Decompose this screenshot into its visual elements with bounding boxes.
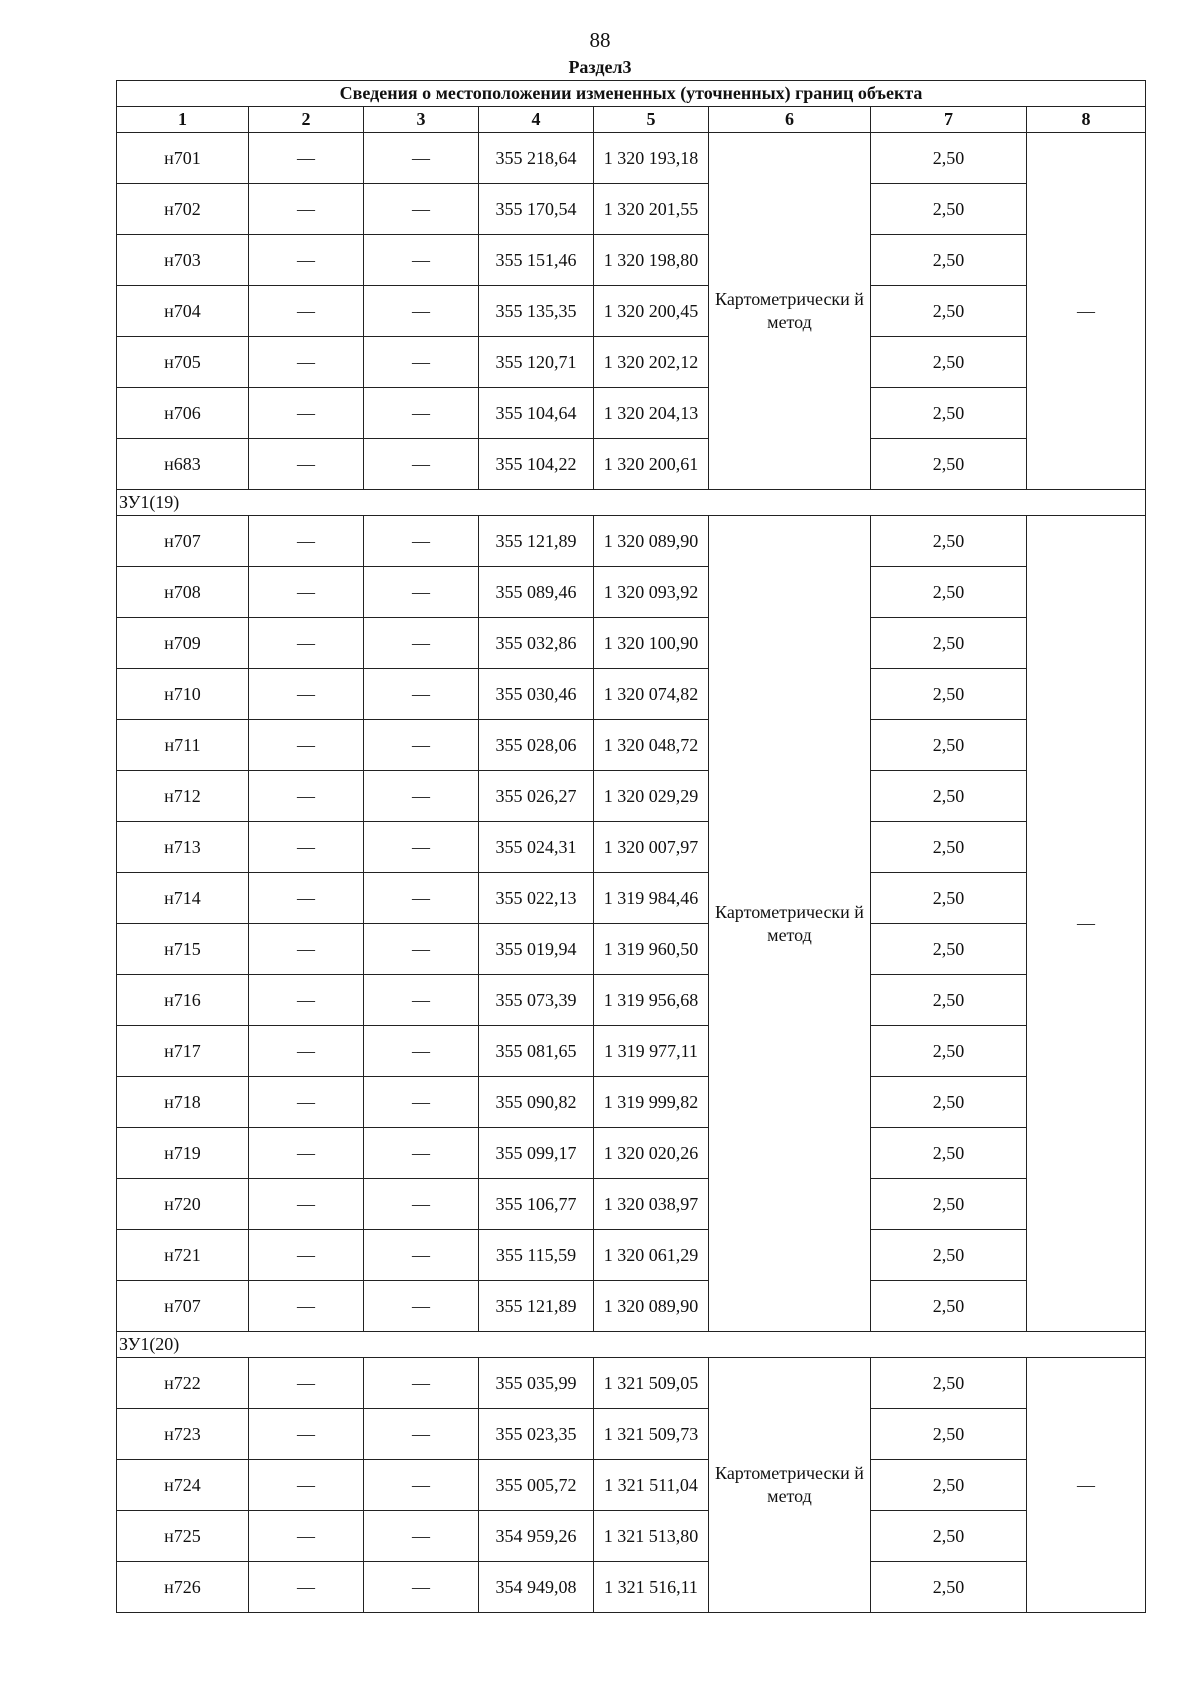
col2-cell: — xyxy=(249,1230,364,1281)
accuracy-cell: 2,50 xyxy=(871,1026,1027,1077)
x-coordinate-cell: 355 151,46 xyxy=(479,235,594,286)
col3-cell: — xyxy=(364,975,479,1026)
table-row xyxy=(117,1409,1146,1460)
group-row xyxy=(117,490,1146,516)
point-name-cell: н683 xyxy=(117,439,249,490)
column-number-row xyxy=(117,107,1146,133)
table-row xyxy=(117,1511,1146,1562)
table-row xyxy=(117,286,1146,337)
col3-cell: — xyxy=(364,618,479,669)
col3-cell: — xyxy=(364,388,479,439)
col3-cell: — xyxy=(364,873,479,924)
x-coordinate-cell: 355 090,82 xyxy=(479,1077,594,1128)
y-coordinate-cell: 1 319 984,46 xyxy=(594,873,709,924)
column-number-2: 2 xyxy=(249,107,364,133)
table-row xyxy=(117,133,1146,184)
x-coordinate-cell: 355 099,17 xyxy=(479,1128,594,1179)
point-name-cell: н712 xyxy=(117,771,249,822)
group-label: ЗУ1(20) xyxy=(117,1332,1146,1358)
y-coordinate-cell: 1 320 089,90 xyxy=(594,1281,709,1332)
table-row xyxy=(117,618,1146,669)
table-row xyxy=(117,669,1146,720)
x-coordinate-cell: 354 959,26 xyxy=(479,1511,594,1562)
y-coordinate-cell: 1 320 020,26 xyxy=(594,1128,709,1179)
accuracy-cell: 2,50 xyxy=(871,1358,1027,1409)
col8-cell: — xyxy=(1027,1358,1146,1613)
y-coordinate-cell: 1 320 093,92 xyxy=(594,567,709,618)
accuracy-cell: 2,50 xyxy=(871,873,1027,924)
accuracy-cell: 2,50 xyxy=(871,439,1027,490)
y-coordinate-cell: 1 320 089,90 xyxy=(594,516,709,567)
accuracy-cell: 2,50 xyxy=(871,1562,1027,1613)
x-coordinate-cell: 355 115,59 xyxy=(479,1230,594,1281)
col2-cell: — xyxy=(249,286,364,337)
column-number-6: 6 xyxy=(709,107,871,133)
x-coordinate-cell: 355 104,64 xyxy=(479,388,594,439)
col3-cell: — xyxy=(364,1562,479,1613)
table-row xyxy=(117,771,1146,822)
x-coordinate-cell: 355 023,35 xyxy=(479,1409,594,1460)
col2-cell: — xyxy=(249,184,364,235)
x-coordinate-cell: 355 120,71 xyxy=(479,337,594,388)
col3-cell: — xyxy=(364,133,479,184)
section-title: Раздел3 xyxy=(568,57,632,77)
col2-cell: — xyxy=(249,669,364,720)
accuracy-cell: 2,50 xyxy=(871,567,1027,618)
table-row xyxy=(117,1128,1146,1179)
y-coordinate-cell: 1 320 198,80 xyxy=(594,235,709,286)
x-coordinate-cell: 355 035,99 xyxy=(479,1358,594,1409)
column-number-3: 3 xyxy=(364,107,479,133)
point-name-cell: н717 xyxy=(117,1026,249,1077)
accuracy-cell: 2,50 xyxy=(871,618,1027,669)
table-row xyxy=(117,516,1146,567)
point-name-cell: н724 xyxy=(117,1460,249,1511)
col2-cell: — xyxy=(249,1511,364,1562)
x-coordinate-cell: 355 005,72 xyxy=(479,1460,594,1511)
column-number-4: 4 xyxy=(479,107,594,133)
table-row xyxy=(117,1077,1146,1128)
y-coordinate-cell: 1 320 201,55 xyxy=(594,184,709,235)
y-coordinate-cell: 1 320 193,18 xyxy=(594,133,709,184)
y-coordinate-cell: 1 320 038,97 xyxy=(594,1179,709,1230)
table-row xyxy=(117,567,1146,618)
col2-cell: — xyxy=(249,771,364,822)
y-coordinate-cell: 1 320 202,12 xyxy=(594,337,709,388)
table-row xyxy=(117,822,1146,873)
accuracy-cell: 2,50 xyxy=(871,771,1027,822)
column-number-1: 1 xyxy=(117,107,249,133)
point-name-cell: н714 xyxy=(117,873,249,924)
accuracy-cell: 2,50 xyxy=(871,1230,1027,1281)
point-name-cell: н723 xyxy=(117,1409,249,1460)
accuracy-cell: 2,50 xyxy=(871,822,1027,873)
point-name-cell: н716 xyxy=(117,975,249,1026)
table-caption: Сведения о местоположении измененных (уточненных) границ объекта xyxy=(117,81,1146,107)
col2-cell: — xyxy=(249,1460,364,1511)
x-coordinate-cell: 355 089,46 xyxy=(479,567,594,618)
x-coordinate-cell: 355 170,54 xyxy=(479,184,594,235)
x-coordinate-cell: 355 028,06 xyxy=(479,720,594,771)
point-name-cell: н725 xyxy=(117,1511,249,1562)
table-row xyxy=(117,1026,1146,1077)
y-coordinate-cell: 1 319 977,11 xyxy=(594,1026,709,1077)
point-name-cell: н722 xyxy=(117,1358,249,1409)
accuracy-cell: 2,50 xyxy=(871,388,1027,439)
point-name-cell: н704 xyxy=(117,286,249,337)
col2-cell: — xyxy=(249,439,364,490)
col3-cell: — xyxy=(364,1128,479,1179)
y-coordinate-cell: 1 320 007,97 xyxy=(594,822,709,873)
group-label: ЗУ1(19) xyxy=(117,490,1146,516)
y-coordinate-cell: 1 320 074,82 xyxy=(594,669,709,720)
x-coordinate-cell: 355 121,89 xyxy=(479,1281,594,1332)
col8-cell: — xyxy=(1027,516,1146,1332)
table-row xyxy=(117,1562,1146,1613)
table-row xyxy=(117,1460,1146,1511)
x-coordinate-cell: 354 949,08 xyxy=(479,1562,594,1613)
y-coordinate-cell: 1 320 200,45 xyxy=(594,286,709,337)
y-coordinate-cell: 1 320 029,29 xyxy=(594,771,709,822)
accuracy-cell: 2,50 xyxy=(871,133,1027,184)
group-row xyxy=(117,1332,1146,1358)
accuracy-cell: 2,50 xyxy=(871,975,1027,1026)
point-name-cell: н710 xyxy=(117,669,249,720)
x-coordinate-cell: 355 218,64 xyxy=(479,133,594,184)
accuracy-cell: 2,50 xyxy=(871,669,1027,720)
point-name-cell: н719 xyxy=(117,1128,249,1179)
col3-cell: — xyxy=(364,337,479,388)
point-name-cell: н706 xyxy=(117,388,249,439)
col2-cell: — xyxy=(249,1562,364,1613)
column-number-7: 7 xyxy=(871,107,1027,133)
y-coordinate-cell: 1 321 509,73 xyxy=(594,1409,709,1460)
point-name-cell: н711 xyxy=(117,720,249,771)
coordinates-table xyxy=(116,80,1146,1613)
col3-cell: — xyxy=(364,1460,479,1511)
x-coordinate-cell: 355 121,89 xyxy=(479,516,594,567)
y-coordinate-cell: 1 319 960,50 xyxy=(594,924,709,975)
col2-cell: — xyxy=(249,720,364,771)
y-coordinate-cell: 1 319 999,82 xyxy=(594,1077,709,1128)
y-coordinate-cell: 1 320 100,90 xyxy=(594,618,709,669)
x-coordinate-cell: 355 106,77 xyxy=(479,1179,594,1230)
col2-cell: — xyxy=(249,567,364,618)
col2-cell: — xyxy=(249,924,364,975)
col3-cell: — xyxy=(364,1281,479,1332)
x-coordinate-cell: 355 022,13 xyxy=(479,873,594,924)
col2-cell: — xyxy=(249,388,364,439)
x-coordinate-cell: 355 032,86 xyxy=(479,618,594,669)
point-name-cell: н721 xyxy=(117,1230,249,1281)
column-number-5: 5 xyxy=(594,107,709,133)
table-row xyxy=(117,924,1146,975)
col3-cell: — xyxy=(364,1358,479,1409)
x-coordinate-cell: 355 073,39 xyxy=(479,975,594,1026)
col2-cell: — xyxy=(249,1077,364,1128)
table-row xyxy=(117,873,1146,924)
x-coordinate-cell: 355 026,27 xyxy=(479,771,594,822)
col3-cell: — xyxy=(364,439,479,490)
table-row xyxy=(117,1179,1146,1230)
col2-cell: — xyxy=(249,133,364,184)
x-coordinate-cell: 355 030,46 xyxy=(479,669,594,720)
point-name-cell: н703 xyxy=(117,235,249,286)
accuracy-cell: 2,50 xyxy=(871,1179,1027,1230)
col2-cell: — xyxy=(249,337,364,388)
point-name-cell: н707 xyxy=(117,1281,249,1332)
y-coordinate-cell: 1 320 048,72 xyxy=(594,720,709,771)
col3-cell: — xyxy=(364,1026,479,1077)
method-cell: Картометрически й метод xyxy=(709,1358,871,1613)
col2-cell: — xyxy=(249,1179,364,1230)
accuracy-cell: 2,50 xyxy=(871,720,1027,771)
col3-cell: — xyxy=(364,771,479,822)
col2-cell: — xyxy=(249,1026,364,1077)
point-name-cell: н701 xyxy=(117,133,249,184)
accuracy-cell: 2,50 xyxy=(871,924,1027,975)
accuracy-cell: 2,50 xyxy=(871,286,1027,337)
col3-cell: — xyxy=(364,822,479,873)
accuracy-cell: 2,50 xyxy=(871,184,1027,235)
y-coordinate-cell: 1 320 061,29 xyxy=(594,1230,709,1281)
col3-cell: — xyxy=(364,567,479,618)
point-name-cell: н708 xyxy=(117,567,249,618)
accuracy-cell: 2,50 xyxy=(871,1077,1027,1128)
col2-cell: — xyxy=(249,975,364,1026)
method-cell: Картометрически й метод xyxy=(709,133,871,490)
table-row xyxy=(117,1281,1146,1332)
column-number-8: 8 xyxy=(1027,107,1146,133)
col2-cell: — xyxy=(249,516,364,567)
table-row xyxy=(117,388,1146,439)
col2-cell: — xyxy=(249,1128,364,1179)
table-row xyxy=(117,720,1146,771)
accuracy-cell: 2,50 xyxy=(871,1281,1027,1332)
y-coordinate-cell: 1 321 513,80 xyxy=(594,1511,709,1562)
col3-cell: — xyxy=(364,1511,479,1562)
accuracy-cell: 2,50 xyxy=(871,1460,1027,1511)
y-coordinate-cell: 1 320 200,61 xyxy=(594,439,709,490)
table-row xyxy=(117,439,1146,490)
col8-cell: — xyxy=(1027,133,1146,490)
col2-cell: — xyxy=(249,618,364,669)
point-name-cell: н713 xyxy=(117,822,249,873)
col3-cell: — xyxy=(364,286,479,337)
table-row xyxy=(117,235,1146,286)
x-coordinate-cell: 355 024,31 xyxy=(479,822,594,873)
point-name-cell: н726 xyxy=(117,1562,249,1613)
col3-cell: — xyxy=(364,1409,479,1460)
col3-cell: — xyxy=(364,1179,479,1230)
accuracy-cell: 2,50 xyxy=(871,1128,1027,1179)
col3-cell: — xyxy=(364,924,479,975)
point-name-cell: н705 xyxy=(117,337,249,388)
y-coordinate-cell: 1 319 956,68 xyxy=(594,975,709,1026)
y-coordinate-cell: 1 321 509,05 xyxy=(594,1358,709,1409)
y-coordinate-cell: 1 320 204,13 xyxy=(594,388,709,439)
point-name-cell: н707 xyxy=(117,516,249,567)
point-name-cell: н720 xyxy=(117,1179,249,1230)
table-row xyxy=(117,975,1146,1026)
col3-cell: — xyxy=(364,1077,479,1128)
col3-cell: — xyxy=(364,669,479,720)
accuracy-cell: 2,50 xyxy=(871,235,1027,286)
accuracy-cell: 2,50 xyxy=(871,337,1027,388)
point-name-cell: н709 xyxy=(117,618,249,669)
x-coordinate-cell: 355 104,22 xyxy=(479,439,594,490)
y-coordinate-cell: 1 321 511,04 xyxy=(594,1460,709,1511)
y-coordinate-cell: 1 321 516,11 xyxy=(594,1562,709,1613)
accuracy-cell: 2,50 xyxy=(871,1511,1027,1562)
col2-cell: — xyxy=(249,1358,364,1409)
col3-cell: — xyxy=(364,184,479,235)
col2-cell: — xyxy=(249,235,364,286)
method-cell: Картометрически й метод xyxy=(709,516,871,1332)
accuracy-cell: 2,50 xyxy=(871,1409,1027,1460)
col2-cell: — xyxy=(249,1281,364,1332)
table-row xyxy=(117,337,1146,388)
table-body xyxy=(117,133,1146,1613)
col3-cell: — xyxy=(364,1230,479,1281)
col3-cell: — xyxy=(364,720,479,771)
x-coordinate-cell: 355 135,35 xyxy=(479,286,594,337)
x-coordinate-cell: 355 081,65 xyxy=(479,1026,594,1077)
x-coordinate-cell: 355 019,94 xyxy=(479,924,594,975)
col3-cell: — xyxy=(364,235,479,286)
table-row xyxy=(117,1358,1146,1409)
col2-cell: — xyxy=(249,1409,364,1460)
point-name-cell: н702 xyxy=(117,184,249,235)
point-name-cell: н715 xyxy=(117,924,249,975)
col3-cell: — xyxy=(364,516,479,567)
table-row xyxy=(117,184,1146,235)
col2-cell: — xyxy=(249,873,364,924)
point-name-cell: н718 xyxy=(117,1077,249,1128)
col2-cell: — xyxy=(249,822,364,873)
accuracy-cell: 2,50 xyxy=(871,516,1027,567)
table-row xyxy=(117,1230,1146,1281)
page-number: 88 xyxy=(589,28,611,52)
